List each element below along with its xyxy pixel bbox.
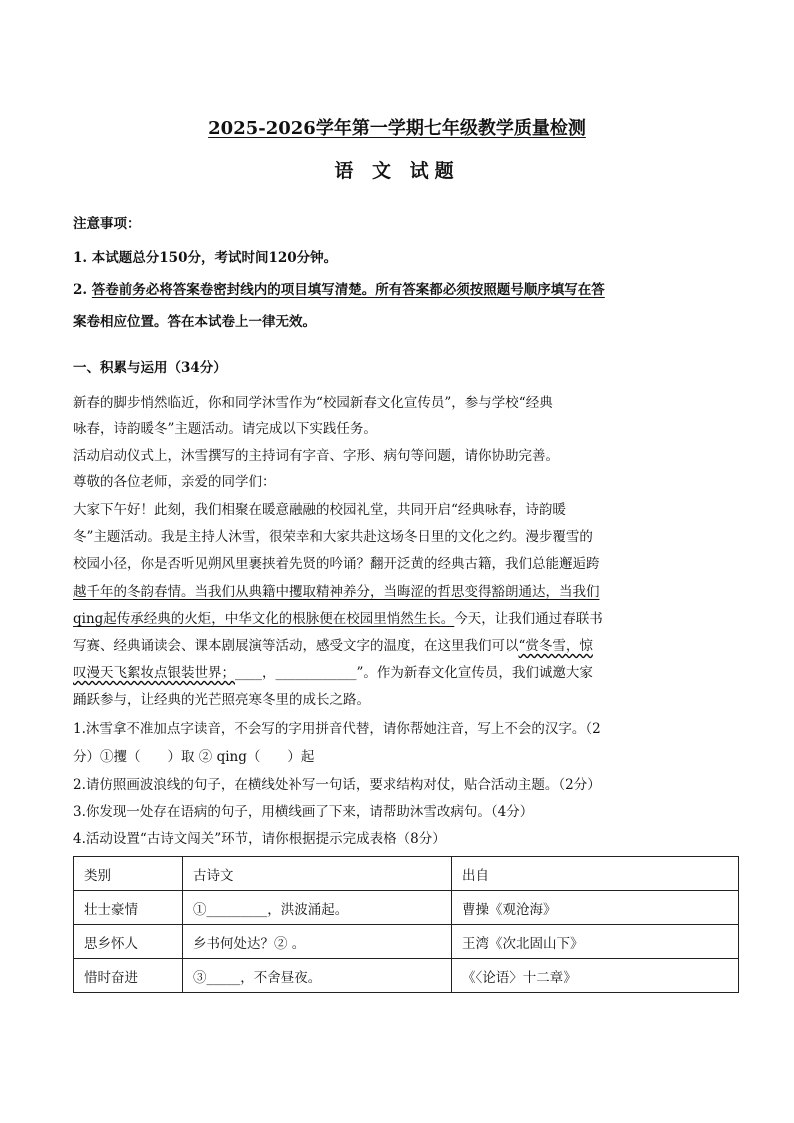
passage-line-4: 越千年的冬韵春情。当我们从典籍中攫取精神养分，当晦涩的哲思变得豁朗通达，当我们 [73,584,600,600]
passage-line-7-wavy: 叹漫天飞絮妆点银装世界； [73,665,235,681]
passage-line-5-rest: 今天，让我们通过春联书 [454,611,603,627]
table-cell: ①_________，洪波涌起。 [183,891,452,925]
table-cell: 思乡怀人 [74,925,183,959]
notice-item-2-line2: 案卷相应位置。答在本试卷上一律无效。 [73,314,316,330]
task-line: 活动启动仪式上，沐雪撰写的主持词有字音、字形、病句等问题，请你协助完善。 [73,448,559,464]
table-header-row [74,857,739,891]
exam-title: 2025-2026学年第一学期七年级教学质量检测 [208,118,586,139]
intro-line-2: 咏春，诗韵暖冬”主题活动。请完成以下实践任务。 [73,421,377,437]
question-4: 4.活动设置“古诗文闯关”环节，请你根据提示完成表格（8分） [73,831,446,847]
table-header-cell: 出自 [452,857,739,891]
notice-item-2-line1: 答卷前务必将答案卷密封线内的项目填写清楚。所有答案都必须按照题号顺序填写在答 [91,282,605,298]
passage-line-6 [73,634,723,654]
notice-item-2 [73,278,723,298]
table-row [74,891,739,925]
passage-line-5 [73,607,723,627]
notice-heading: 注意事项： [73,216,141,232]
table-cell: 壮士豪情 [74,891,183,925]
table-cell: 乡书何处达？② 。 [183,925,452,959]
table-row [74,925,739,959]
passage-line-8: 踊跃参与，让经典的光芒照亮寒冬里的成长之路。 [73,692,370,708]
intro-line-1: 新春的脚步悄然临近，你和同学沐雪作为“校园新春文化宣传员”，参与学校“经典 [73,395,553,411]
passage-line-7 [73,661,723,681]
poem-table [73,856,739,993]
passage-line-6-pre: 写赛、经典诵读会、课本剧展演等活动，感受文字的温度，在这里我们可以 [73,638,519,654]
notice-item-2-prefix: 2. [73,282,92,298]
passage-line-3: 校园小径，你是否听见朔风里裹挟着先贤的吟诵？翻开泛黄的经典古籍，我们总能邂逅跨 [73,556,600,572]
question-1-line-1: 1.沐雪拿不准加点字读音，不会写的字用拼音代替，请你帮她注音，写上不会的汉字。（2 [73,721,601,737]
table-cell: ③_____，不舍昼夜。 [183,959,452,993]
notice-item-1: 1. 本试题总分150分，考试时间120分钟。 [73,250,338,266]
question-3: 3.你发现一处存在语病的句子，用横线画了下来，请帮助沐雪改病句。（4分） [73,804,534,820]
passage-line-5-underlined: qing起传承经典的火炬，中华文化的根脉便在校园里悄然生长。 [73,611,455,627]
greeting: 尊敬的各位老师，亲爱的同学们： [73,474,276,490]
question-2: 2.请仿照画波浪线的句子，在横线处补写一句话，要求结构对仗，贴合活动主题。（2分） [73,777,601,793]
table-header-cell: 类别 [74,857,183,891]
table-cell: 曹操《观沧海》 [452,891,739,925]
table-row [74,959,739,993]
table-cell: 王湾《次北固山下》 [452,925,739,959]
table-cell: 《〈论语〉十二章》 [452,959,739,993]
table-cell: 惜时奋进 [74,959,183,993]
table-header-cell: 古诗文 [183,857,452,891]
passage-line-6-wavy: “赏冬雪，惊 [518,638,593,654]
passage-line-1: 大家下午好！此刻，我们相聚在暖意融融的校园礼堂，共同开启“经典咏春，诗韵暖 [73,502,566,518]
section-heading: 一、积累与运用（34分） [73,360,227,376]
passage-line-7-rest: ____，____________”。作为新春文化宣传员，我们诚邀大家 [235,665,593,681]
question-1-line-2: 分）①攫（ ）取 ② qing（ ）起 [73,749,315,765]
exam-subtitle: 语 文 试题 [334,160,460,182]
passage-line-2: 冬”主题活动。我是主持人沐雪，很荣幸和大家共赴这场冬日里的文化之约。漫步覆雪的 [73,529,593,545]
